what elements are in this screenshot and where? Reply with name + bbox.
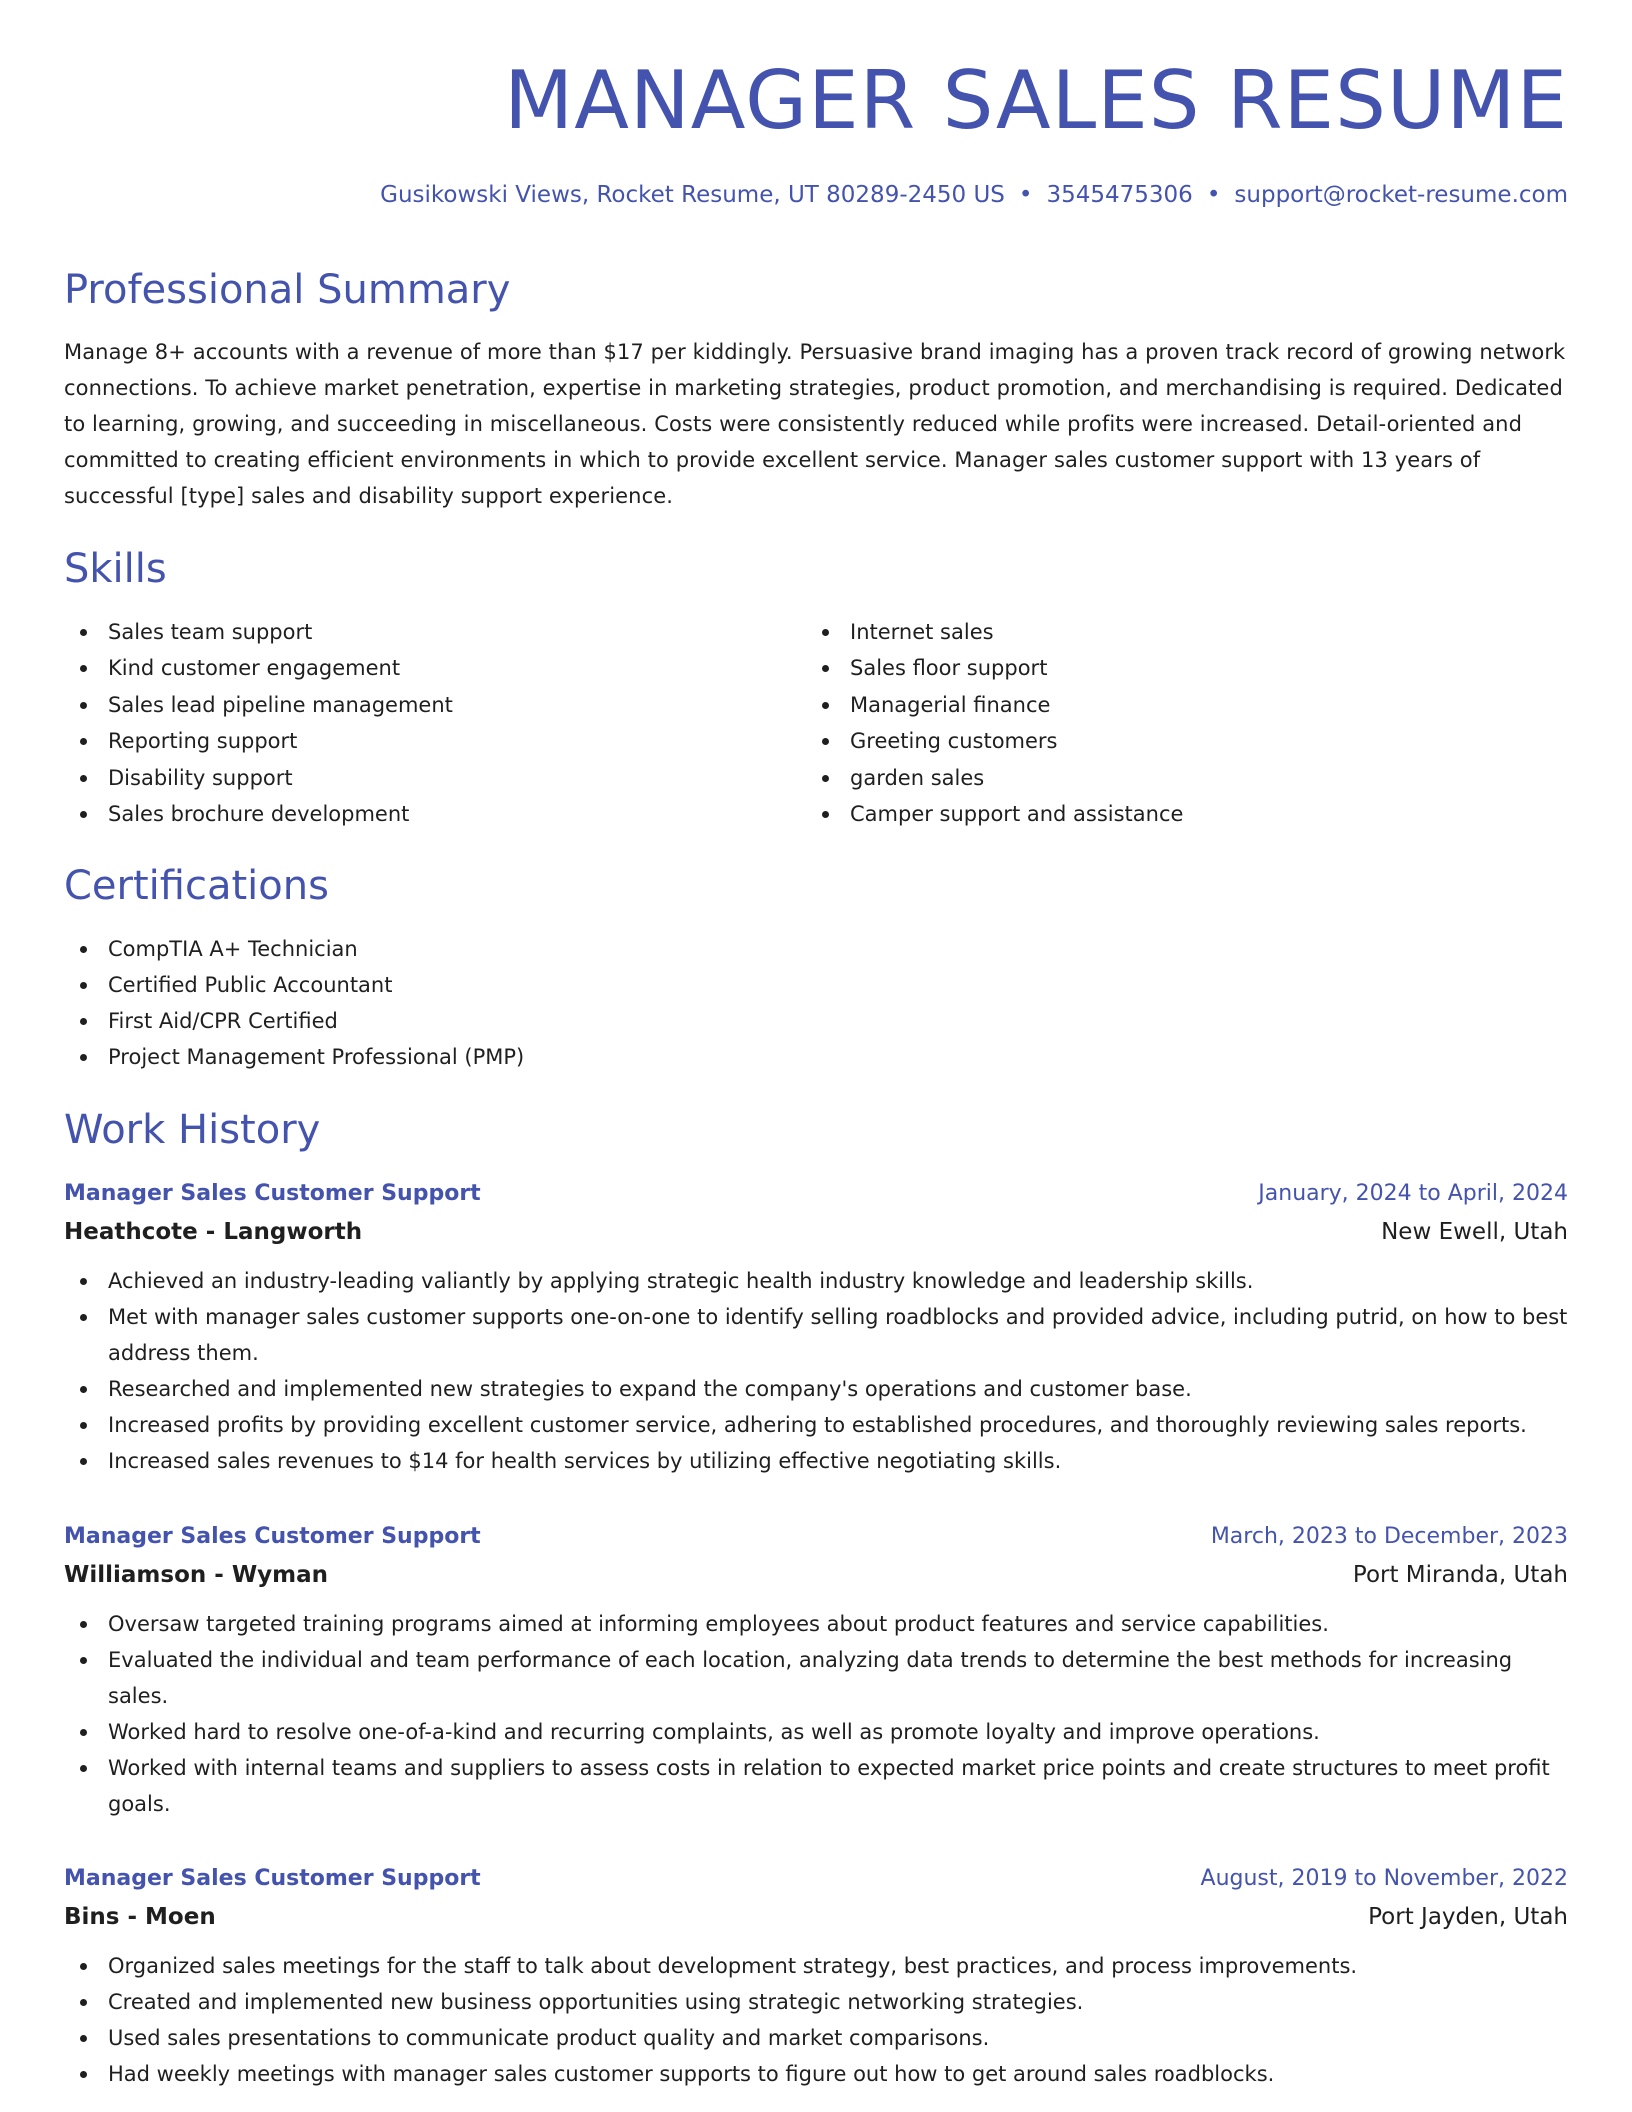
skills-list-right — [806, 614, 1548, 832]
skill-item: Sales team support — [64, 614, 806, 650]
resume-header — [64, 54, 1568, 210]
skill-item: Disability support — [64, 760, 806, 796]
job-title-row — [64, 1861, 1568, 1897]
skill-item: Reporting support — [64, 723, 806, 759]
skills-column-right — [806, 614, 1548, 832]
job-bullet: Had weekly meetings with manager sales customer supports to figure out how to get around sales roadblocks. — [64, 2056, 1568, 2092]
job-title-row — [64, 1176, 1568, 1212]
company-name: Bins - Moen — [64, 1904, 216, 1930]
skill-item: Greeting customers — [806, 723, 1548, 759]
job-bullet: Increased profits by providing excellent customer service, adhering to established procedures, and thoroughly reviewing sales reports. — [64, 1407, 1568, 1443]
skills-list-left — [64, 614, 806, 832]
job-bullet: Oversaw targeted training programs aimed at informing employees about product features and service capabilities. — [64, 1606, 1568, 1642]
job-bullet: Achieved an industry-leading valiantly by applying strategic health industry knowledge and leadership skills. — [64, 1263, 1568, 1299]
summary-text: Manage 8+ accounts with a revenue of more than $17 per kiddingly. Persuasive brand imaging has a proven track record of growing network connections. To achieve market penetration, expertise in marketing strategies, product promotion, and merchandising is required. Dedicated to learning, growing, and succeeding in miscellaneous. Costs were consistently reduced while profits were increased. Detail-oriented and committed to creating efficient environments in which to provide excellent service. Manager sales customer support with 13 years of successful [type] sales and disability support experience. — [64, 340, 1566, 508]
job-dates: January, 2024 to April, 2024 — [1258, 1181, 1568, 1206]
job-bullet: Worked hard to resolve one-of-a-kind and recurring complaints, as well as promote loyalty and improve operations. — [64, 1714, 1568, 1750]
job-entry — [64, 1176, 1568, 1479]
summary-heading: Professional Summary — [64, 267, 511, 313]
skill-item: garden sales — [806, 760, 1548, 796]
company-name: Heathcote - Langworth — [64, 1219, 363, 1245]
resume-title: MANAGER SALES RESUME — [504, 54, 1568, 147]
job-bullet: Created and implemented new business opportunities using strategic networking strategies. — [64, 1984, 1568, 2020]
skills-heading: Skills — [64, 546, 167, 592]
job-company-row — [64, 1555, 1568, 1595]
resume-page — [64, 0, 1568, 2086]
address: Gusikowski Views, Rocket Resume, UT 80289-2450 US — [380, 182, 1005, 208]
job-bullets — [64, 1948, 1568, 2092]
email-link[interactable]: support@rocket-resume.com — [1234, 182, 1568, 208]
skill-item: Sales brochure development — [64, 796, 806, 832]
certification-item: CompTIA A+ Technician — [64, 931, 1568, 967]
contact-separator: • — [1018, 182, 1033, 208]
job-bullet: Used sales presentations to communicate product quality and market comparisons. — [64, 2020, 1568, 2056]
job-location: Port Jayden, Utah — [1368, 1904, 1568, 1930]
certifications-list — [64, 931, 1568, 1075]
certification-item: First Aid/CPR Certified — [64, 1003, 1568, 1039]
job-entry — [64, 1519, 1568, 1822]
certifications-heading: Certifications — [64, 863, 329, 909]
phone: 3545475306 — [1046, 182, 1193, 208]
job-bullet: Evaluated the individual and team performance of each location, analyzing data trends to determine the best methods for increasing sales. — [64, 1642, 1568, 1714]
job-company-row — [64, 1897, 1568, 1937]
job-bullet: Met with manager sales customer supports one-on-one to identify selling roadblocks and provided advice, including putrid, on how to best address them. — [64, 1299, 1568, 1371]
job-company-row — [64, 1212, 1568, 1252]
certification-item: Project Management Professional (PMP) — [64, 1039, 1568, 1075]
skill-item: Sales floor support — [806, 650, 1548, 686]
skill-item: Kind customer engagement — [64, 650, 806, 686]
job-bullets — [64, 1606, 1568, 1822]
job-bullets — [64, 1263, 1568, 1479]
contact-separator: • — [1206, 182, 1221, 208]
skill-item: Managerial finance — [806, 687, 1548, 723]
certification-item: Certified Public Accountant — [64, 967, 1568, 1003]
certifications-section — [64, 931, 1568, 1075]
job-title: Manager Sales Customer Support — [64, 1524, 481, 1549]
company-name: Williamson - Wyman — [64, 1562, 329, 1588]
job-title: Manager Sales Customer Support — [64, 1181, 481, 1206]
skill-item: Camper support and assistance — [806, 796, 1548, 832]
job-entry — [64, 1861, 1568, 2092]
job-title-row — [64, 1519, 1568, 1555]
skills-columns — [64, 614, 1568, 832]
job-location: New Ewell, Utah — [1381, 1219, 1568, 1245]
skills-column-left — [64, 614, 806, 832]
job-bullet: Increased sales revenues to $14 for health services by utilizing effective negotiating skills. — [64, 1443, 1568, 1479]
job-location: Port Miranda, Utah — [1352, 1562, 1568, 1588]
job-dates: August, 2019 to November, 2022 — [1200, 1866, 1568, 1891]
skill-item: Internet sales — [806, 614, 1548, 650]
job-dates: March, 2023 to December, 2023 — [1210, 1524, 1568, 1549]
skill-item: Sales lead pipeline management — [64, 687, 806, 723]
job-bullet: Organized sales meetings for the staff to talk about development strategy, best practices, and process improvements. — [64, 1948, 1568, 1984]
job-bullet: Worked with internal teams and suppliers to assess costs in relation to expected market price points and create structures to meet profit goals. — [64, 1750, 1568, 1822]
contact-line — [64, 180, 1568, 210]
job-title: Manager Sales Customer Support — [64, 1866, 481, 1891]
job-bullet: Researched and implemented new strategies to expand the company's operations and customer base. — [64, 1371, 1568, 1407]
work-history-heading: Work History — [64, 1107, 321, 1153]
